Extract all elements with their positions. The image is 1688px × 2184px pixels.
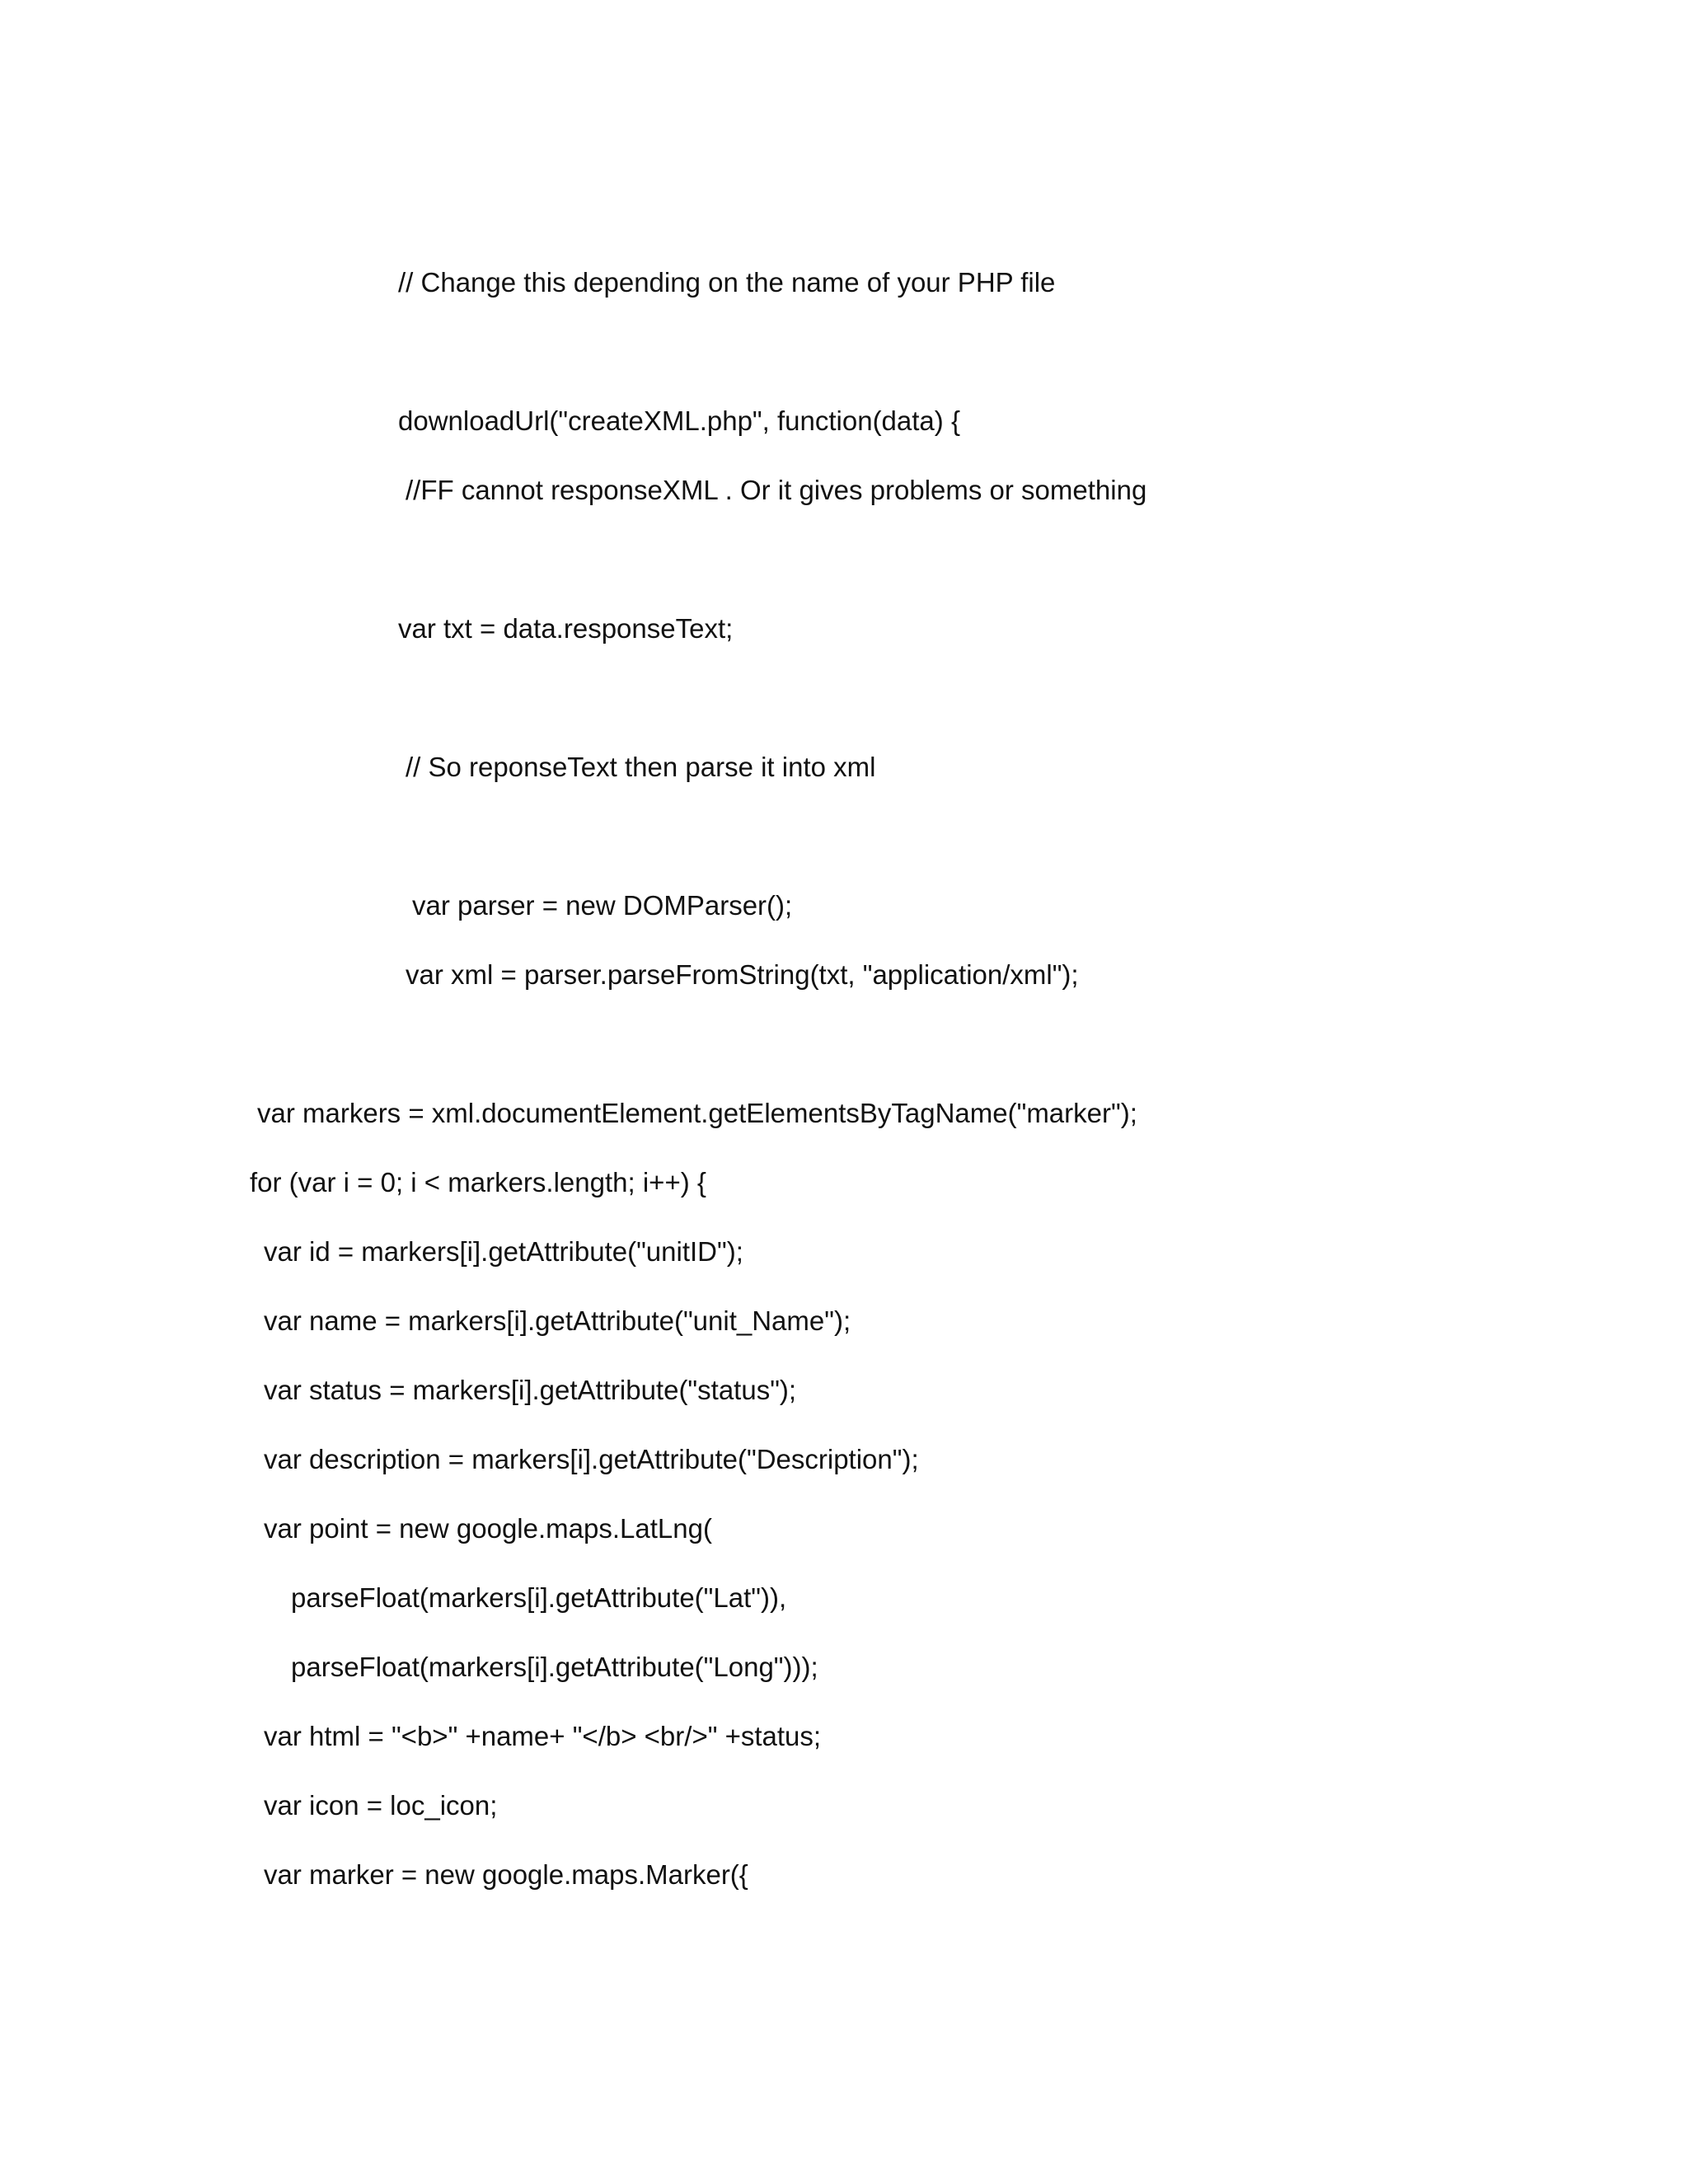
code-line: var html = "<b>" +name+ "</b> <br/>" +status; xyxy=(264,1721,822,1751)
code-line: var icon = loc_icon; xyxy=(264,1790,498,1821)
code-line: parseFloat(markers[i].getAttribute("Long"))); xyxy=(291,1652,818,1682)
code-line: var xml = parser.parseFromString(txt, "application/xml"); xyxy=(406,959,1079,990)
code-line: var markers = xml.documentElement.getElementsByTagName("marker"); xyxy=(257,1098,1137,1128)
code-line: // So reponseText then parse it into xml xyxy=(406,752,876,782)
code-line: var marker = new google.maps.Marker({ xyxy=(264,1859,748,1890)
code-line: var parser = new DOMParser(); xyxy=(412,890,793,921)
code-line: //FF cannot responseXML . Or it gives problems or something xyxy=(406,475,1147,505)
code-line: var description = markers[i].getAttribute("Description"); xyxy=(264,1444,919,1474)
code-line: // Change this depending on the name of your PHP file xyxy=(398,267,1056,298)
code-line: parseFloat(markers[i].getAttribute("Lat")), xyxy=(291,1582,787,1613)
code-line: var txt = data.responseText; xyxy=(398,613,734,644)
code-line: var name = markers[i].getAttribute("unit_Name"); xyxy=(264,1305,851,1336)
code-line: var status = markers[i].getAttribute("status"); xyxy=(264,1375,797,1405)
code-line: var point = new google.maps.LatLng( xyxy=(264,1513,712,1544)
code-line: for (var i = 0; i < markers.length; i++) { xyxy=(250,1167,706,1197)
code-line: var id = markers[i].getAttribute("unitID"); xyxy=(264,1236,743,1267)
code-line: downloadUrl("createXML.php", function(data) { xyxy=(398,405,960,436)
